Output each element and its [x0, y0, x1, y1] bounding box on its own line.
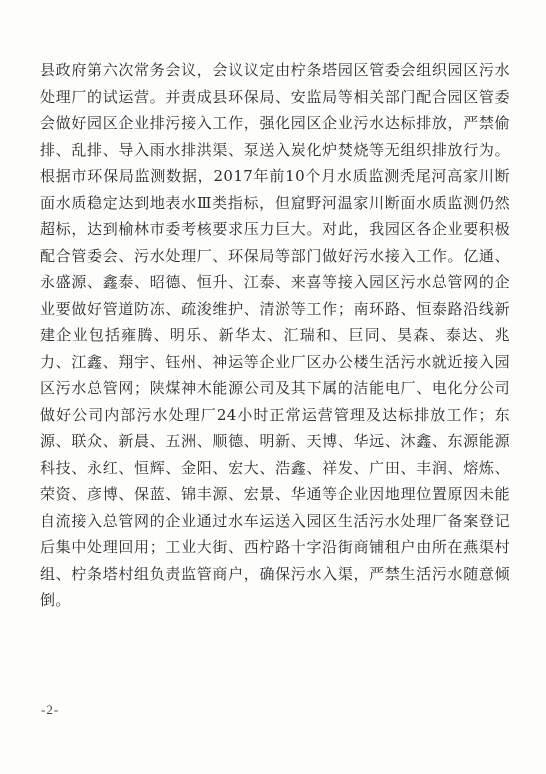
body-paragraph: 县政府第六次常务会议，会议议定由柠条塔园区管委会组织园区污水处理厂的试运营。并责成县环保局、安监局等相关部门配合园区管委会做好园区企业排污接入工作，强化园区企业污水达标排放，严禁偷排、乱排、导入雨水排洪渠、泵送入炭化炉焚烧等无组织排放行为。根据市环保局监测数据，2017年前10个月水质监测秃尾河高家川断面水质稳定达到地表水Ⅲ类指标，但窟野河温家川断面水质监测仍然超标，达到榆林市委考核要求压力巨大。对此，我园区各企业要积极配合管委会、污水处理厂、环保局等部门做好污水接入工作。亿通、永盛源、鑫泰、昭德、恒升、江泰、来喜等接入园区污水总管网的企业要做好管道防冻、疏浚维护、清淤等工作；南环路、恒泰路沿线新建企业包括雍腾、明乐、新华太、汇瑞和、巨同、昊森、泰达、兆力、江鑫、翔宇、钰州、神运等企业厂区办公楼生活污水就近接入园区污水总管网；陕煤神木能源公司及其下属的洁能电厂、电化分公司做好公司内部污水处理厂24小时正常运营管理及达标排放工作；东源、联众、新晨、五洲、顺德、明新、天博、华远、沐鑫、东源能源科技、永红、恒辉、金阳、宏大、浩鑫、祥发、广田、丰润、熔炼、荣资、彦博、保蓝、锦丰源、宏景、华通等企业因地理位置原因未能自流接入总管网的企业通过水车运送入园区生活污水处理厂备案登记后集中处理回用；工业大街、西柠路十字沿街商铺租户由所在燕渠村组、柠条塔村组负责监管商户，确保污水入渠，严禁生活污水随意倾倒。: [40, 61, 510, 609]
page-number: -2-: [41, 702, 60, 717]
